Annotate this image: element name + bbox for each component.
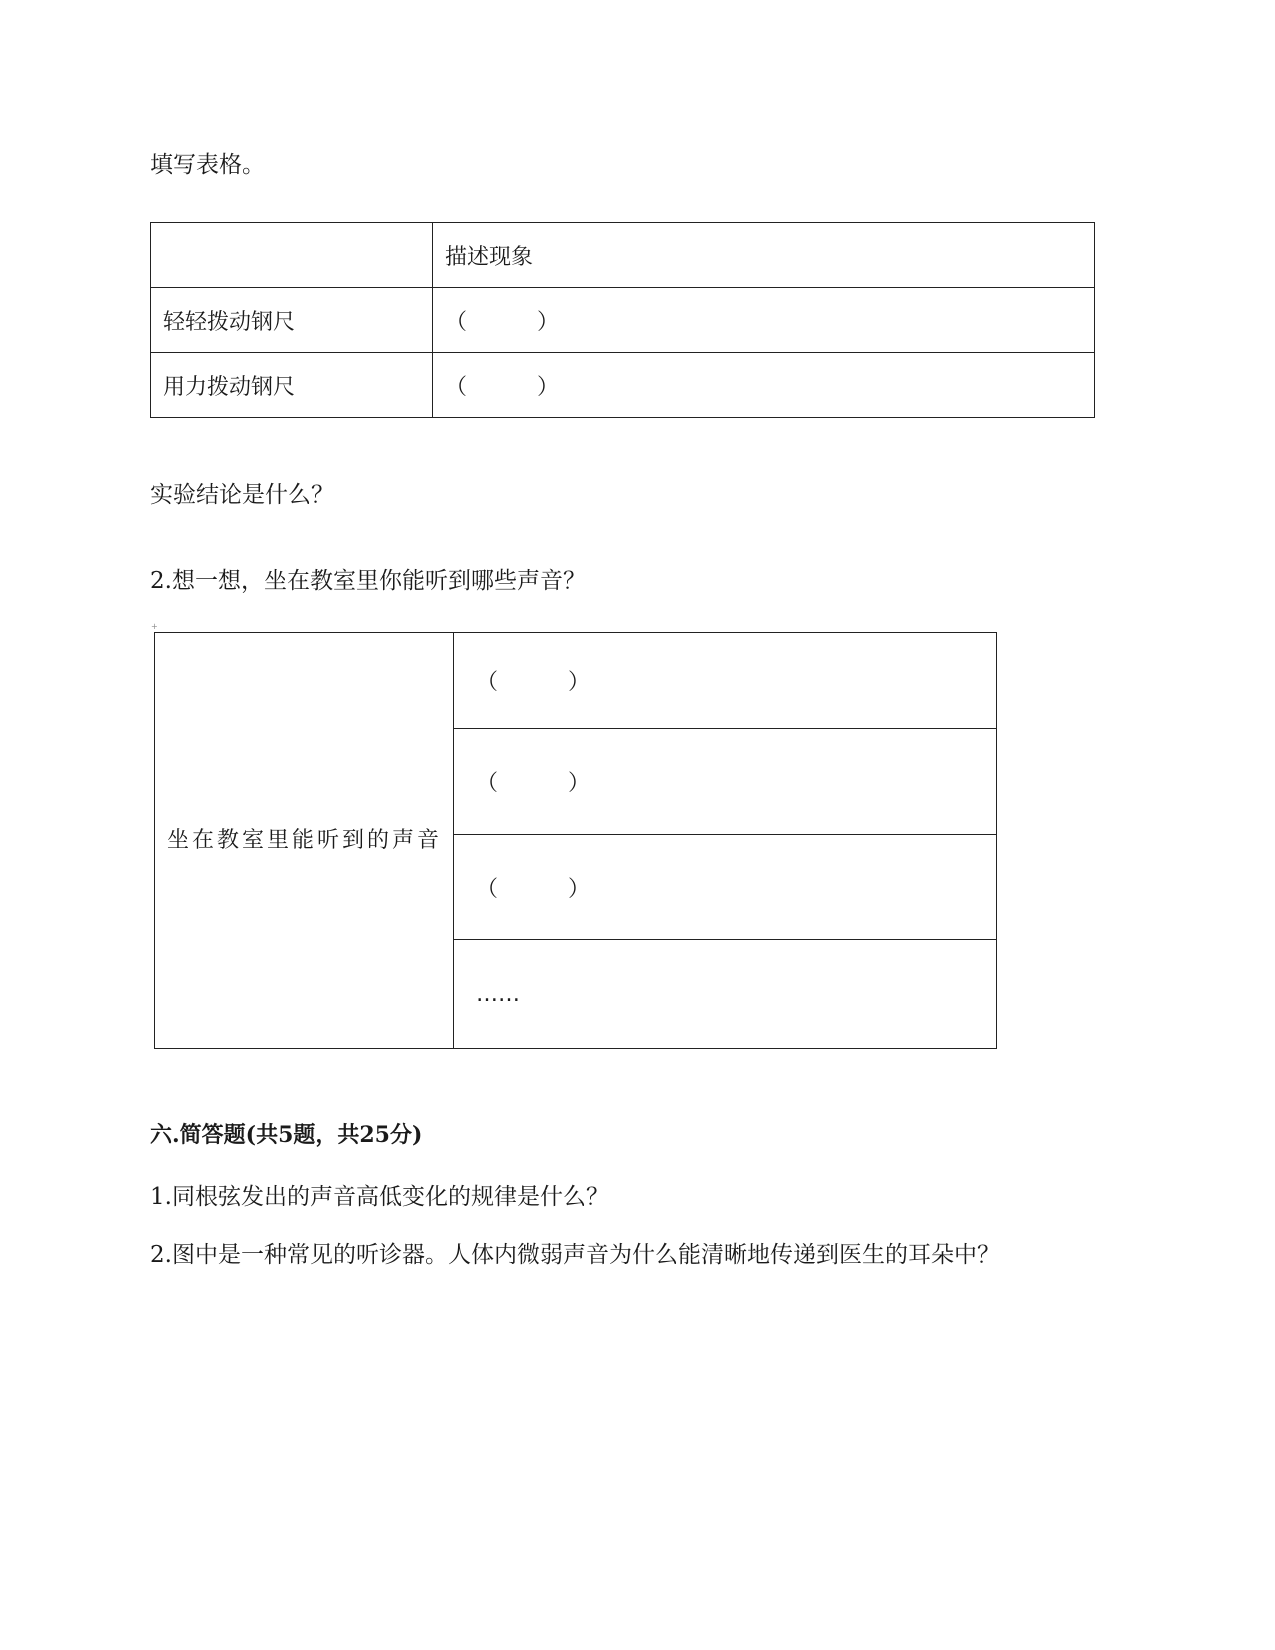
row-label-classroom-sounds: 坐在教室里能听到的声音 xyxy=(155,633,454,1049)
ellipsis-cell: …… xyxy=(454,940,997,1049)
table-header-empty-cell xyxy=(151,223,433,288)
section-6-title: 六.简答题(共5题，共25分) xyxy=(150,1122,423,1148)
short-answer-question-1: 1.同根弦发出的声音高低变化的规律是什么？ xyxy=(150,1184,609,1210)
question-2: 2.想一想，坐在教室里你能听到哪些声音？ xyxy=(150,568,586,594)
table-row xyxy=(151,288,1095,353)
anchor-mark: + xyxy=(151,622,158,631)
table-row xyxy=(155,633,997,729)
table-header-describe-phenomenon: 描述现象 xyxy=(433,223,1095,288)
answer-blank[interactable]: （ ） xyxy=(454,633,997,729)
conclusion-question: 实验结论是什么？ xyxy=(150,482,334,508)
answer-blank[interactable]: （ ） xyxy=(454,835,997,940)
short-answer-question-2: 2.图中是一种常见的听诊器。人体内微弱声音为什么能清晰地传递到医生的耳朵中？ xyxy=(150,1242,1000,1268)
row-label-gentle-pluck: 轻轻拨动钢尺 xyxy=(151,288,433,353)
answer-blank[interactable]: （ ） xyxy=(433,353,1095,418)
answer-blank[interactable]: （ ） xyxy=(454,729,997,835)
intro-text: 填写表格。 xyxy=(150,152,265,178)
classroom-sounds-table xyxy=(154,632,997,1049)
table-row xyxy=(151,353,1095,418)
table-header-row xyxy=(151,223,1095,288)
sound-observation-table xyxy=(150,222,1095,418)
row-label-forceful-pluck: 用力拨动钢尺 xyxy=(151,353,433,418)
answer-blank[interactable]: （ ） xyxy=(433,288,1095,353)
